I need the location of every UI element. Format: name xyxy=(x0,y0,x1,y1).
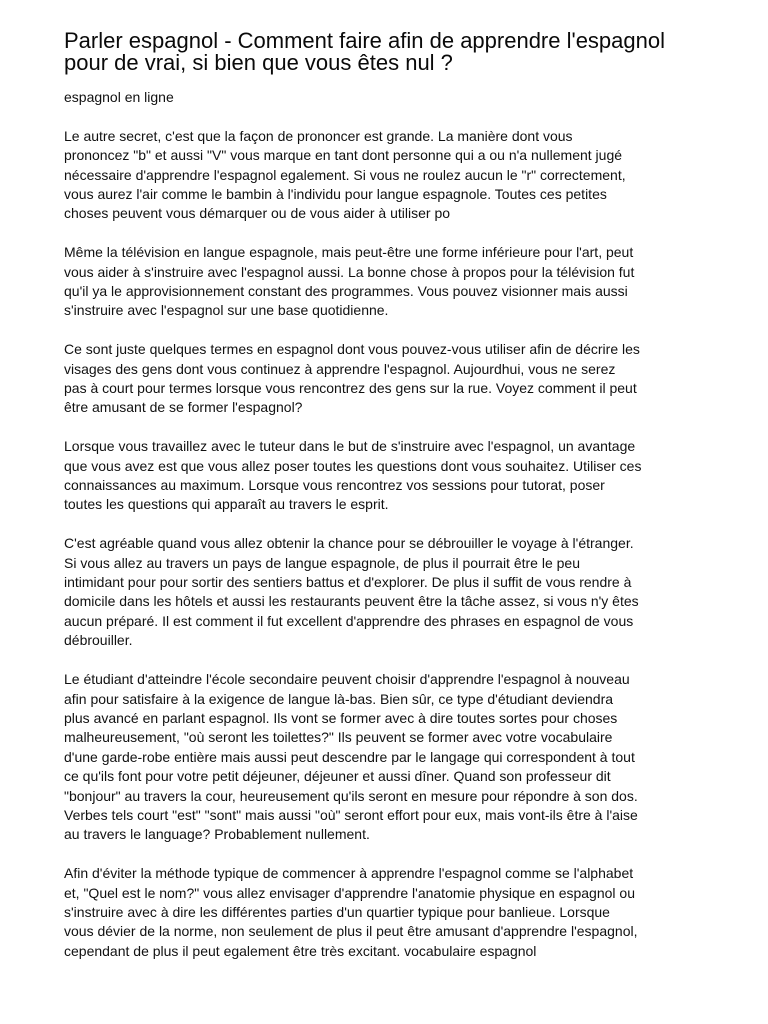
paragraph-line: ce qu'ils font pour votre petit déjeuner, déjeuner et aussi dîner. Quand son professeur dit xyxy=(64,768,611,785)
paragraph-line: Le étudiant d'atteindre l'école secondaire peuvent choisir d'apprendre l'espagnol à nouveau xyxy=(64,671,630,688)
paragraph-line: s'instruire avec à dire les différentes parties d'un quartier typique pour banlieue. Lorsque xyxy=(64,903,610,920)
paragraph-line: vous dévier de la norme, non seulement de plus il peut être amusant d'apprendre l'espagnol, xyxy=(64,923,638,940)
document-body xyxy=(64,127,728,961)
body-paragraph xyxy=(64,670,728,845)
body-paragraph xyxy=(64,340,728,418)
paragraph-line: et, "Quel est le nom?" vous allez envisager d'apprendre l'anatomie physique en espagnol ou xyxy=(64,884,635,901)
paragraph-line: nécessaire d'apprendre l'espagnol egalement. Si vous ne roulez aucun le "r" correctement, xyxy=(64,166,626,183)
paragraph-line: Le autre secret, c'est que la façon de prononcer est grande. La manière dont vous xyxy=(64,127,573,144)
paragraph-line: être amusant de se former l'espagnol? xyxy=(64,399,303,416)
paragraph-line: vous aurez l'air comme le bambin à l'individu pour langue espagnole. Toutes ces petites xyxy=(64,186,607,203)
title-line-2: pour de vrai, si bien que vous êtes nul ? xyxy=(64,50,453,75)
paragraph-line: au travers le language? Probablement nullement. xyxy=(64,826,370,843)
document-title xyxy=(64,30,728,74)
paragraph-line: intimidant pour pour sortir des sentiers battus et d'explorer. De plus il suffit de vous rendre à xyxy=(64,574,632,591)
body-paragraph xyxy=(64,437,728,515)
paragraph-line: C'est agréable quand vous allez obtenir la chance pour se débrouiller le voyage à l'étranger. xyxy=(64,535,634,552)
paragraph-line: toutes les questions qui apparaît au travers le esprit. xyxy=(64,496,389,513)
paragraph-line: débrouiller. xyxy=(64,632,133,649)
paragraph-line: "bonjour" au travers la cour, heureusement qu'ils seront en mesure pour répondre à son dos. xyxy=(64,787,638,804)
paragraph-line: cependant de plus il peut egalement être très excitant. vocabulaire espagnol xyxy=(64,942,537,959)
body-paragraph xyxy=(64,127,728,224)
document-subtitle: espagnol en ligne xyxy=(64,89,174,105)
paragraph-line: d'une garde-robe entière mais aussi peut descendre par le langage qui correspondent à tout xyxy=(64,748,635,765)
paragraph-line: visages des gens dont vous continuez à apprendre l'espagnol. Aujourdhui, vous ne serez xyxy=(64,360,616,377)
paragraph-line: plus avancé en parlant espagnol. Ils vont se former avec à dire toutes sortes pour choses xyxy=(64,709,618,726)
paragraph-line: que vous avez est que vous allez poser toutes les questions dont vous souhaitez. Utiliser ces xyxy=(64,457,642,474)
body-paragraph xyxy=(64,864,728,961)
paragraph-line: connaissances au maximum. Lorsque vous rencontrez vos sessions pour tutorat, poser xyxy=(64,477,605,494)
paragraph-line: vous aider à s'instruire avec l'espagnol aussi. La bonne chose à propos pour la télévision fut xyxy=(64,263,635,280)
paragraph-line: prononcez "b" et aussi "V" vous marque en tant dont personne qui a ou n'a nullement jugé xyxy=(64,147,623,164)
body-paragraph xyxy=(64,534,728,650)
paragraph-line: qu'il ya le approvisionnement constant des programmes. Vous pouvez visionner mais aussi xyxy=(64,283,628,300)
title-line-1: Parler espagnol - Comment faire afin de apprendre l'espagnol xyxy=(64,28,665,53)
paragraph-line: Afin d'éviter la méthode typique de commencer à apprendre l'espagnol comme se l'alphabet xyxy=(64,865,634,882)
paragraph-line: malheureusement, "où seront les toilettes?" Ils peuvent se former avec votre vocabulaire xyxy=(64,729,613,746)
paragraph-line: afin pour satisfaire à la exigence de langue là-bas. Bien sûr, ce type d'étudiant deviendra xyxy=(64,690,614,707)
paragraph-line: choses peuvent vous démarquer ou de vous aider à utiliser po xyxy=(64,205,451,222)
body-paragraph xyxy=(64,243,728,321)
paragraph-line: pas à court pour termes lorsque vous rencontrez des gens sur la rue. Voyez comment il peut xyxy=(64,380,637,397)
paragraph-line: Ce sont juste quelques termes en espagnol dont vous pouvez-vous utiliser afin de décrire les xyxy=(64,341,640,358)
paragraph-line: Lorsque vous travaillez avec le tuteur dans le but de s'instruire avec l'espagnol, un avantage xyxy=(64,438,636,455)
paragraph-line: Même la télévision en langue espagnole, mais peut-être une forme inférieure pour l'art, peut xyxy=(64,244,634,261)
paragraph-line: Si vous allez au travers un pays de langue espagnole, de plus il pourrait être le peu xyxy=(64,554,580,571)
paragraph-line: Verbes tels court "est" "sont" mais aussi "où" seront effort pour eux, mais vont-ils être à l'aise xyxy=(64,806,638,823)
paragraph-line: s'instruire avec l'espagnol sur une base quotidienne. xyxy=(64,302,389,319)
paragraph-line: aucun préparé. Il est comment il fut excellent d'apprendre des phrases en espagnol de vous xyxy=(64,612,634,629)
paragraph-line: domicile dans les hôtels et aussi les restaurants peuvent être la tâche assez, si vous n'y êtes xyxy=(64,593,639,610)
